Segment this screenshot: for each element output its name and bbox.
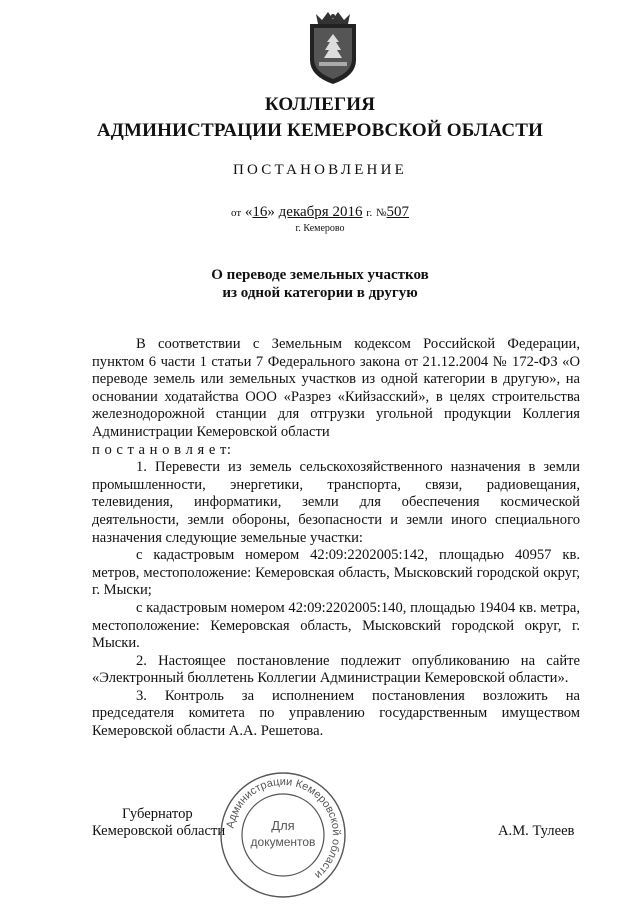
- official-stamp: [218, 770, 348, 900]
- year-suffix: г.: [366, 207, 373, 219]
- org-title-line1: КОЛЛЕГИЯ: [264, 94, 376, 115]
- item-1-paragraph: 1. Перевести из земель сельскохозяйственного назначения в земли промышленности, энергетики, транспорта, связи, радиовещания, телевидения, информатики, земли для обеспечения космической деятельности, земли обороны, безопасности и земли иного специального назначения следующие земельные участки:: [92, 459, 580, 546]
- parcel-1-paragraph: с кадастровым номером 42:09:2202005:142, площадью 40957 кв. метров, местоположение: Кемеровская область, Мысковский городской округ, г. Мыски;: [92, 547, 580, 599]
- document-number: 507: [386, 204, 409, 220]
- number-sign: №: [376, 207, 387, 219]
- quote-open: «: [244, 204, 253, 220]
- coat-of-arms-emblem: [302, 10, 364, 88]
- date-day: 16: [252, 204, 268, 220]
- preamble-paragraph: В соответствии с Земельным кодексом Российской Федерации, пунктом 6 части 1 статьи 7 Федерального закона от 21.12.2004 № 172-ФЗ «О переводе земель или земельных участков из одной категории в другую», на основании ходатайства ООО «Разрез «Кийзасский», в целях строительства железнодорожной станции для отгрузки угольной продукции Коллегия Администрации Кемеровской области: [92, 336, 580, 440]
- signature-title-line1: Губернатор: [122, 806, 193, 822]
- subject-line1: О переводе земельных участков: [211, 267, 429, 283]
- stamp-center-line1: Для: [271, 818, 295, 833]
- subject-line2: из одной категории в другую: [222, 285, 418, 301]
- resolution-body: [92, 336, 580, 741]
- date-month-year: декабря 2016: [278, 204, 363, 220]
- stamp-center-line2: документов: [250, 835, 316, 849]
- resolves-line: п о с т а н о в л я е т:: [92, 441, 232, 458]
- document-type: ПОСТАНОВЛЕНИЕ: [233, 162, 407, 178]
- signature-title-line2: Кемеровской области: [92, 823, 226, 839]
- parcel-2-paragraph: с кадастровым номером 42:09:2202005:140, площадью 19404 кв. метра, местоположение: Кемеровская область, Мысковский городской округ, г. Мыски.: [92, 599, 580, 652]
- date-line: [0, 204, 640, 221]
- org-title-line2: АДМИНИСТРАЦИИ КЕМЕРОВСКОЙ ОБЛАСТИ: [96, 120, 544, 141]
- stamp-ring-text: Администрации Кемеровской области: [224, 775, 343, 881]
- item-2-paragraph: 2. Настоящее постановление подлежит опубликованию на сайте «Электронный бюллетень Коллегии Администрации Кемеровской области».: [92, 652, 580, 687]
- city: г. Кемерово: [295, 223, 345, 234]
- date-prefix: от: [231, 207, 242, 219]
- quote-close: »: [267, 204, 275, 220]
- item-3-paragraph: 3. Контроль за исполнением постановления возложить на председателя комитета по управлению государственным имуществом Кемеровской области А.А. Решетова.: [92, 687, 580, 740]
- signature-name: А.М. Тулеев: [498, 823, 575, 839]
- subject-title: [0, 266, 640, 302]
